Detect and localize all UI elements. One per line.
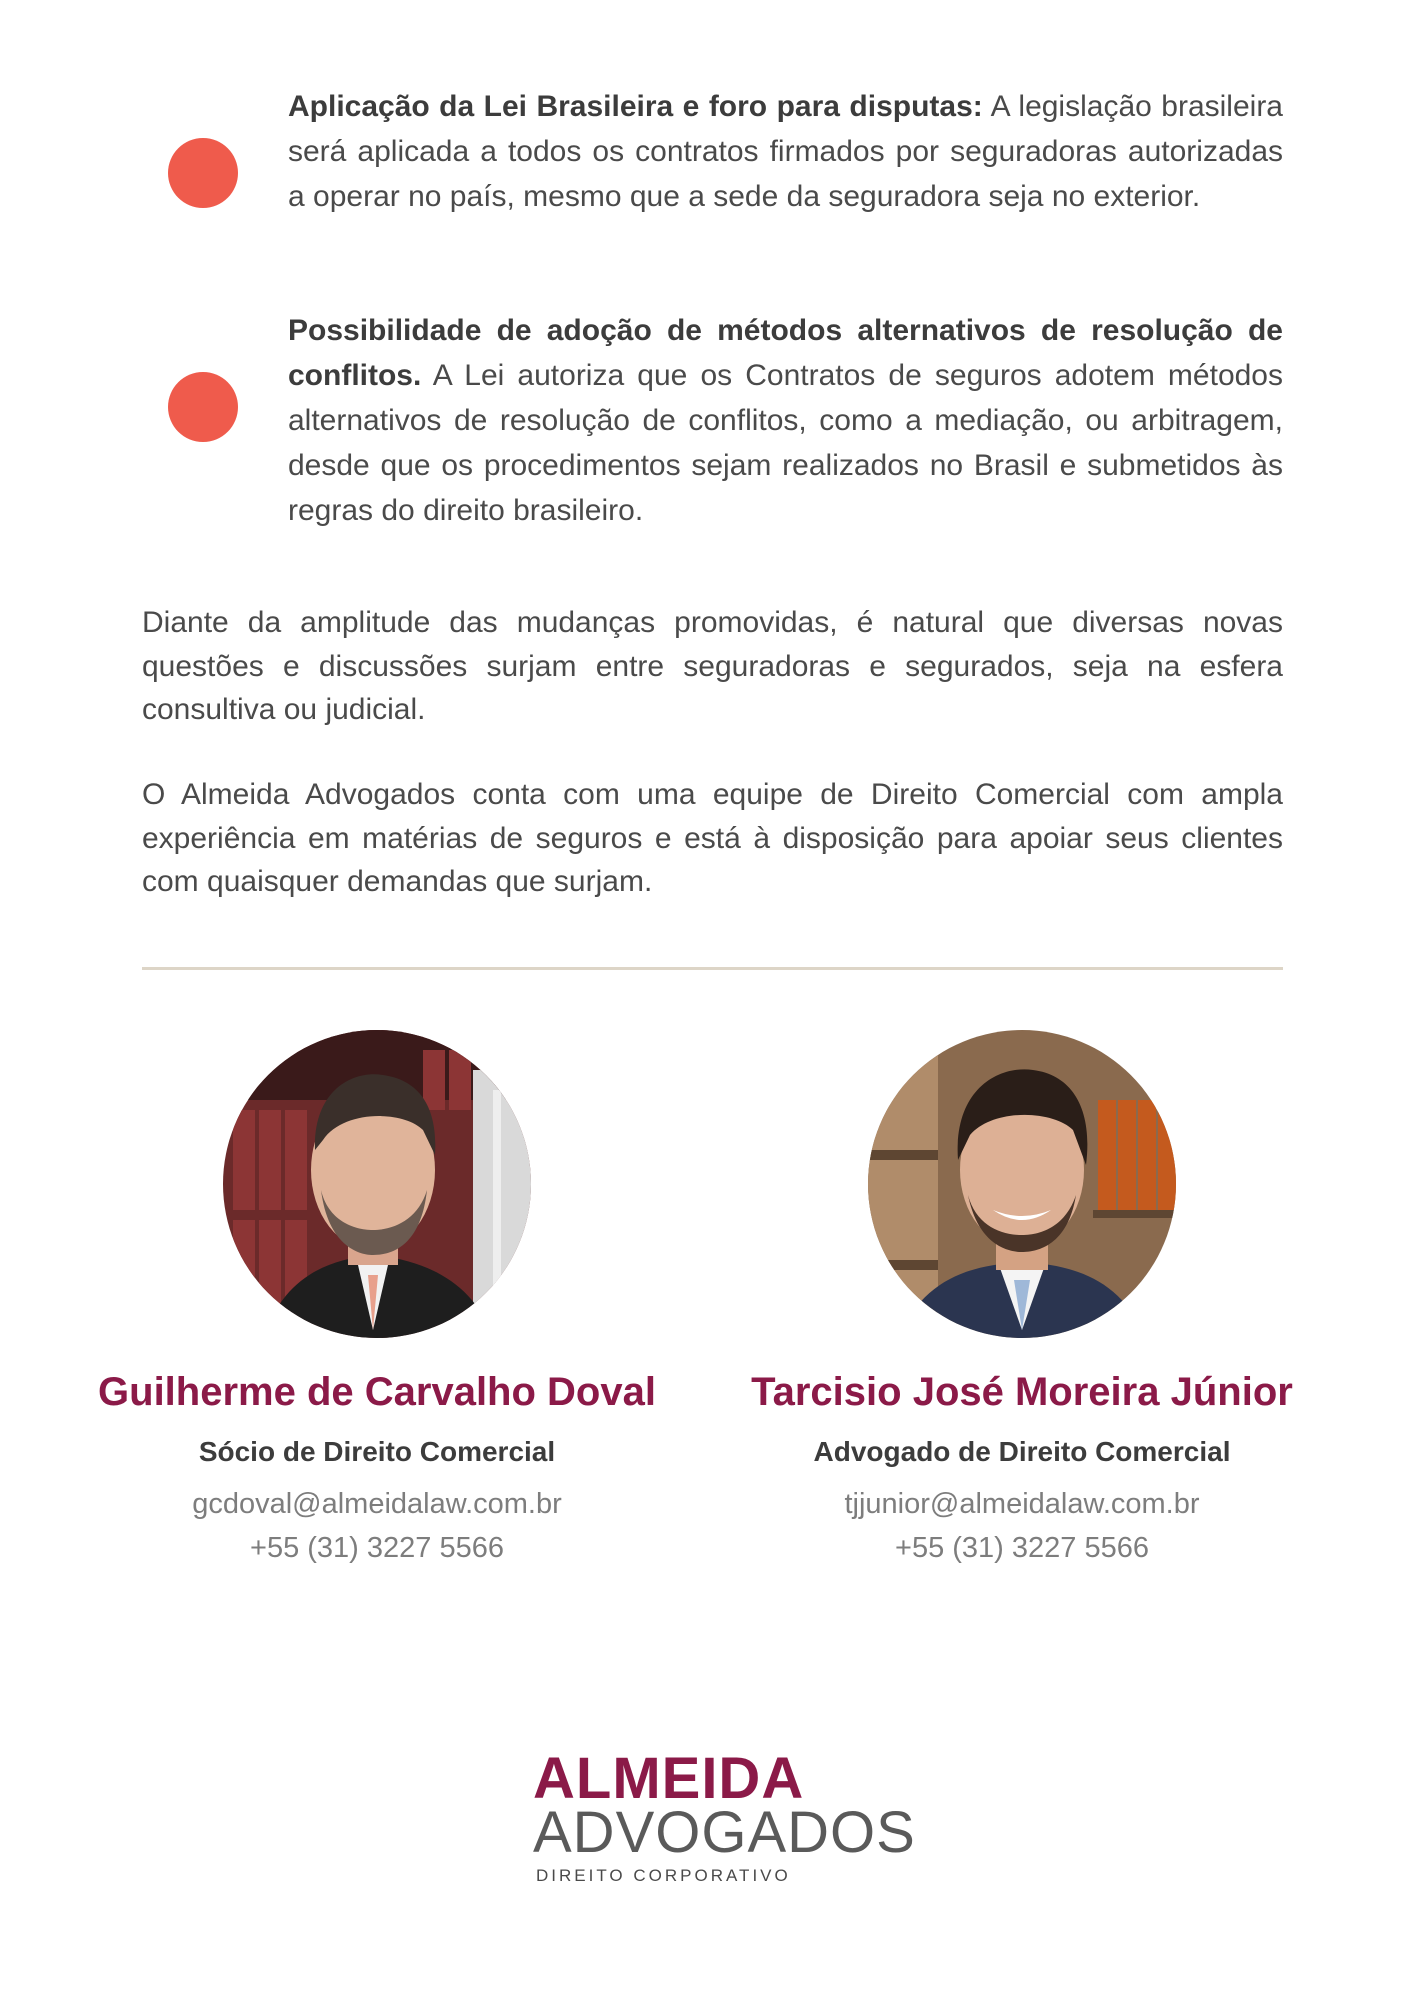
logo-line2: ADVOGADOS: [533, 1800, 916, 1865]
person-email[interactable]: gcdoval@almeidalaw.com.br: [192, 1488, 562, 1520]
logo-tagline: DIREITO CORPORATIVO: [536, 1866, 791, 1885]
contact-card: [702, 1030, 1342, 1570]
person-role: Sócio de Direito Comercial: [198, 1436, 556, 1467]
logo-line1: ALMEIDA: [533, 1746, 805, 1811]
bullet-dot: [168, 138, 238, 208]
body-paragraph: O Almeida Advogados conta com uma equipe de Direito Comercial com ampla experiência em matérias de seguros e está à disposição para apoiar seus clientes com quaisquer demandas que surjam.: [142, 778, 1283, 898]
bullet-title: Aplicação da Lei Brasileira e foro para disputas:: [288, 90, 983, 123]
bullet-item: [142, 84, 1283, 219]
person-phone[interactable]: +55 (31) 3227 5566: [250, 1532, 504, 1564]
person-phone[interactable]: +55 (31) 3227 5566: [895, 1532, 1149, 1564]
divider: [142, 967, 1283, 970]
bullet-body: A legislação brasileira será aplicada a todos os contratos firmados por seguradoras autorizadas a operar no país, mesmo que a sede da seguradora seja no exterior.: [288, 90, 1283, 213]
person-email[interactable]: tjjunior@almeidalaw.com.br: [844, 1488, 1200, 1520]
contact-card: [57, 1030, 697, 1570]
person-role: Advogado de Direito Comercial: [813, 1436, 1231, 1467]
bullet-text: [288, 84, 1283, 219]
avatar: [868, 1030, 1176, 1338]
bullet-item: [142, 308, 1283, 533]
bullet-title: Possibilidade de adoção de métodos alternativos de resolução de conflitos.: [288, 314, 1283, 392]
company-logo: [533, 1746, 916, 1886]
bullet-dot: [168, 372, 238, 442]
bullet-text: [288, 308, 1283, 533]
bullet-body: A Lei autoriza que os Contratos de seguros adotem métodos alternativos de resolução de conflitos, como a mediação, ou arbitragem, desde que os procedimentos sejam realizados no Brasil e submetidos às regras do direito brasileiro.: [288, 359, 1283, 527]
body-paragraph: Diante da amplitude das mudanças promovidas, é natural que diversas novas questões e discussões surjam entre seguradoras e segurados, seja na esfera consultiva ou judicial.: [142, 606, 1283, 726]
person-name: Tarcisio José Moreira Júnior: [751, 1370, 1293, 1414]
person-name: Guilherme de Carvalho Doval: [98, 1370, 656, 1414]
avatar: [223, 1030, 531, 1338]
